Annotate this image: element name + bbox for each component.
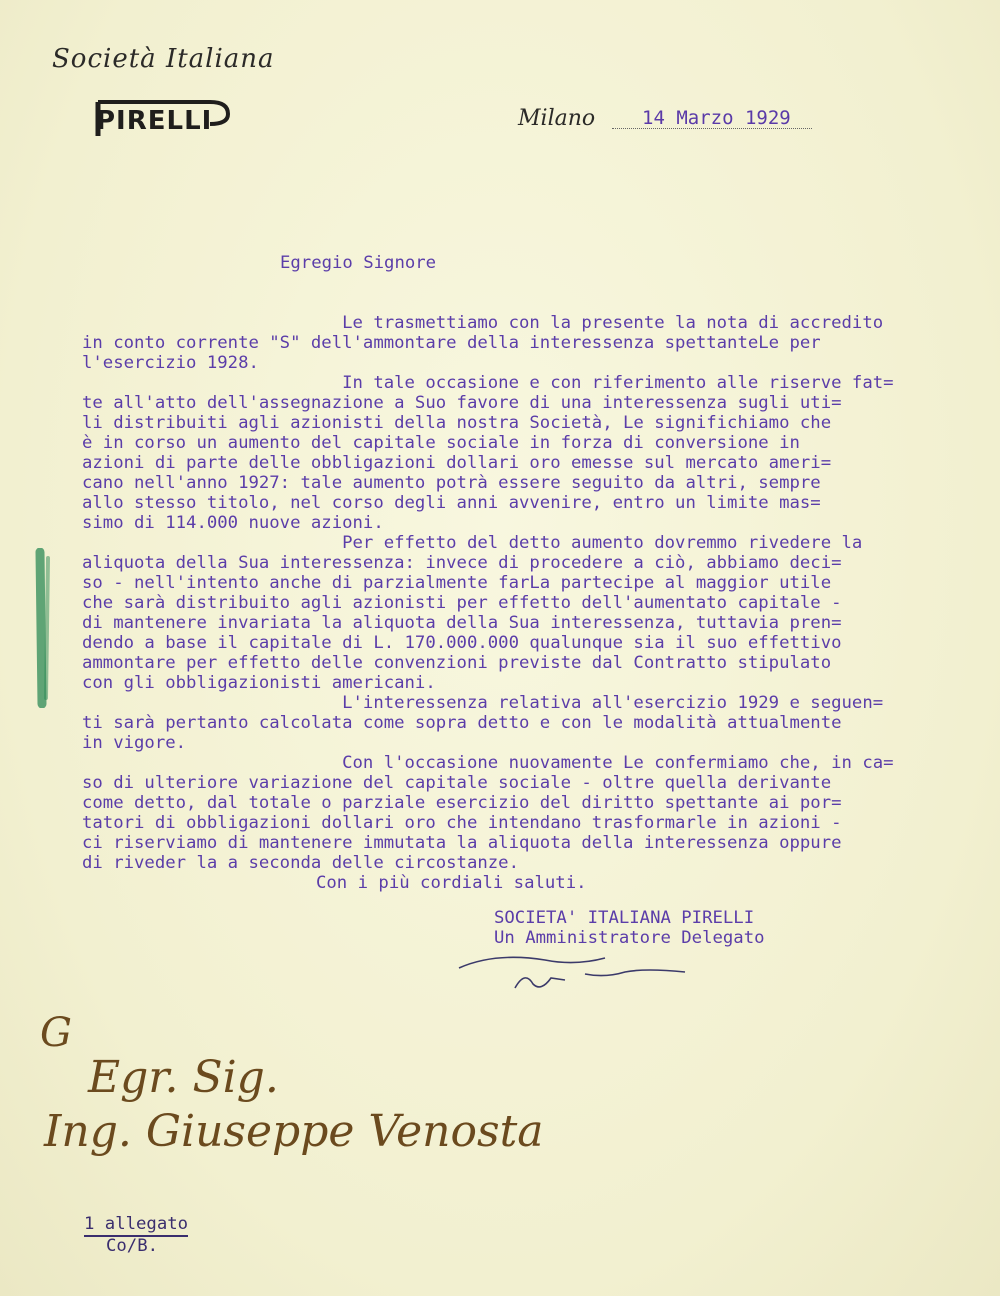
body-line: Le trasmettiamo con la presente la nota di accredito	[82, 313, 884, 333]
body-line: cano nell'anno 1927: tale aumento potrà essere seguito da altri, sempre	[82, 473, 821, 493]
body-line: dendo a base il capitale di L. 170.000.000 qualunque sia il suo effettivo	[82, 633, 842, 653]
body-line: in vigore.	[82, 733, 187, 753]
body-line: che sarà distribuito agli azionisti per effetto dell'aumentato capitale -	[82, 593, 842, 613]
letterhead-script: Società Italiana	[52, 44, 275, 74]
recipient-name: Ing. Giuseppe Venosta	[44, 1106, 544, 1157]
dateline-date: 14 Marzo 1929	[642, 107, 791, 129]
body-line: di riveder la a seconda delle circostanze.	[82, 853, 519, 873]
attachment-ref: Co/B.	[106, 1236, 159, 1256]
body-line: è in corso un aumento del capitale sociale in forza di conversione in	[82, 433, 800, 453]
body-line: aliquota della Sua interessenza: invece di procedere a ciò, abbiamo deci=	[82, 553, 842, 573]
body-line: Per effetto del detto aumento dovremmo rivedere la	[82, 533, 863, 553]
handwritten-initial: G	[40, 1010, 72, 1056]
body-line: con gli obbligazionisti americani.	[82, 673, 436, 693]
signature-company: SOCIETA' ITALIANA PIRELLI	[494, 908, 755, 928]
green-pencil-mark	[30, 548, 56, 708]
body-line: ti sarà pertanto calcolata come sopra detto e con le modalità attualmente	[82, 713, 842, 733]
attachment-note	[84, 1213, 188, 1257]
closing: Con i più cordiali saluti.	[316, 873, 587, 893]
body-line: so - nell'intento anche di parzialmente farLa partecipe al maggior utile	[82, 573, 832, 593]
salutation: Egregio Signore	[280, 253, 437, 273]
recipient-title: Egr. Sig.	[88, 1052, 279, 1103]
body-line: te all'atto dell'assegnazione a Suo favore di una interessenza sugli uti=	[82, 393, 842, 413]
body-line: simo di 114.000 nuove azioni.	[82, 513, 384, 533]
signature-role: Un Amministratore Delegato	[494, 928, 765, 948]
body-line: L'interessenza relativa all'esercizio 1929 e seguen=	[82, 693, 884, 713]
body-line: li distribuiti agli azionisti della nostra Società, Le significhiamo che	[82, 413, 832, 433]
attachment-count: 1 allegato	[84, 1214, 188, 1237]
body-line: Con l'occasione nuovamente Le confermiamo che, in ca=	[82, 753, 894, 773]
dateline-city: Milano	[518, 106, 596, 131]
body-line: so di ulteriore variazione del capitale sociale - oltre quella derivante	[82, 773, 832, 793]
pirelli-logo	[92, 94, 232, 142]
logo-text: PIRELLI	[96, 106, 213, 136]
body-line: ci riserviamo di mantenere immutata la aliquota della interessenza oppure	[82, 833, 842, 853]
body-line: in conto corrente "S" dell'ammontare della interessenza spettanteLe per	[82, 333, 821, 353]
letter-body	[82, 313, 894, 873]
body-line: allo stesso titolo, nel corso degli anni avvenire, entro un limite mas=	[82, 493, 821, 513]
body-line: ammontare per effetto delle convenzioni previste dal Contratto stipulato	[82, 653, 832, 673]
body-line: l'esercizio 1928.	[82, 353, 259, 373]
body-line: azioni di parte delle obbligazioni dollari oro emesse sul mercato ameri=	[82, 453, 832, 473]
handwritten-signature	[455, 948, 695, 998]
body-line: di mantenere invariata la aliquota della Sua interessenza, tuttavia pren=	[82, 613, 842, 633]
body-line: In tale occasione e con riferimento alle riserve fat=	[82, 373, 894, 393]
signature-block	[494, 908, 765, 948]
body-line: tatori di obbligazioni dollari oro che intendano trasformarle in azioni -	[82, 813, 842, 833]
body-line: come detto, dal totale o parziale esercizio del diritto spettante ai por=	[82, 793, 842, 813]
